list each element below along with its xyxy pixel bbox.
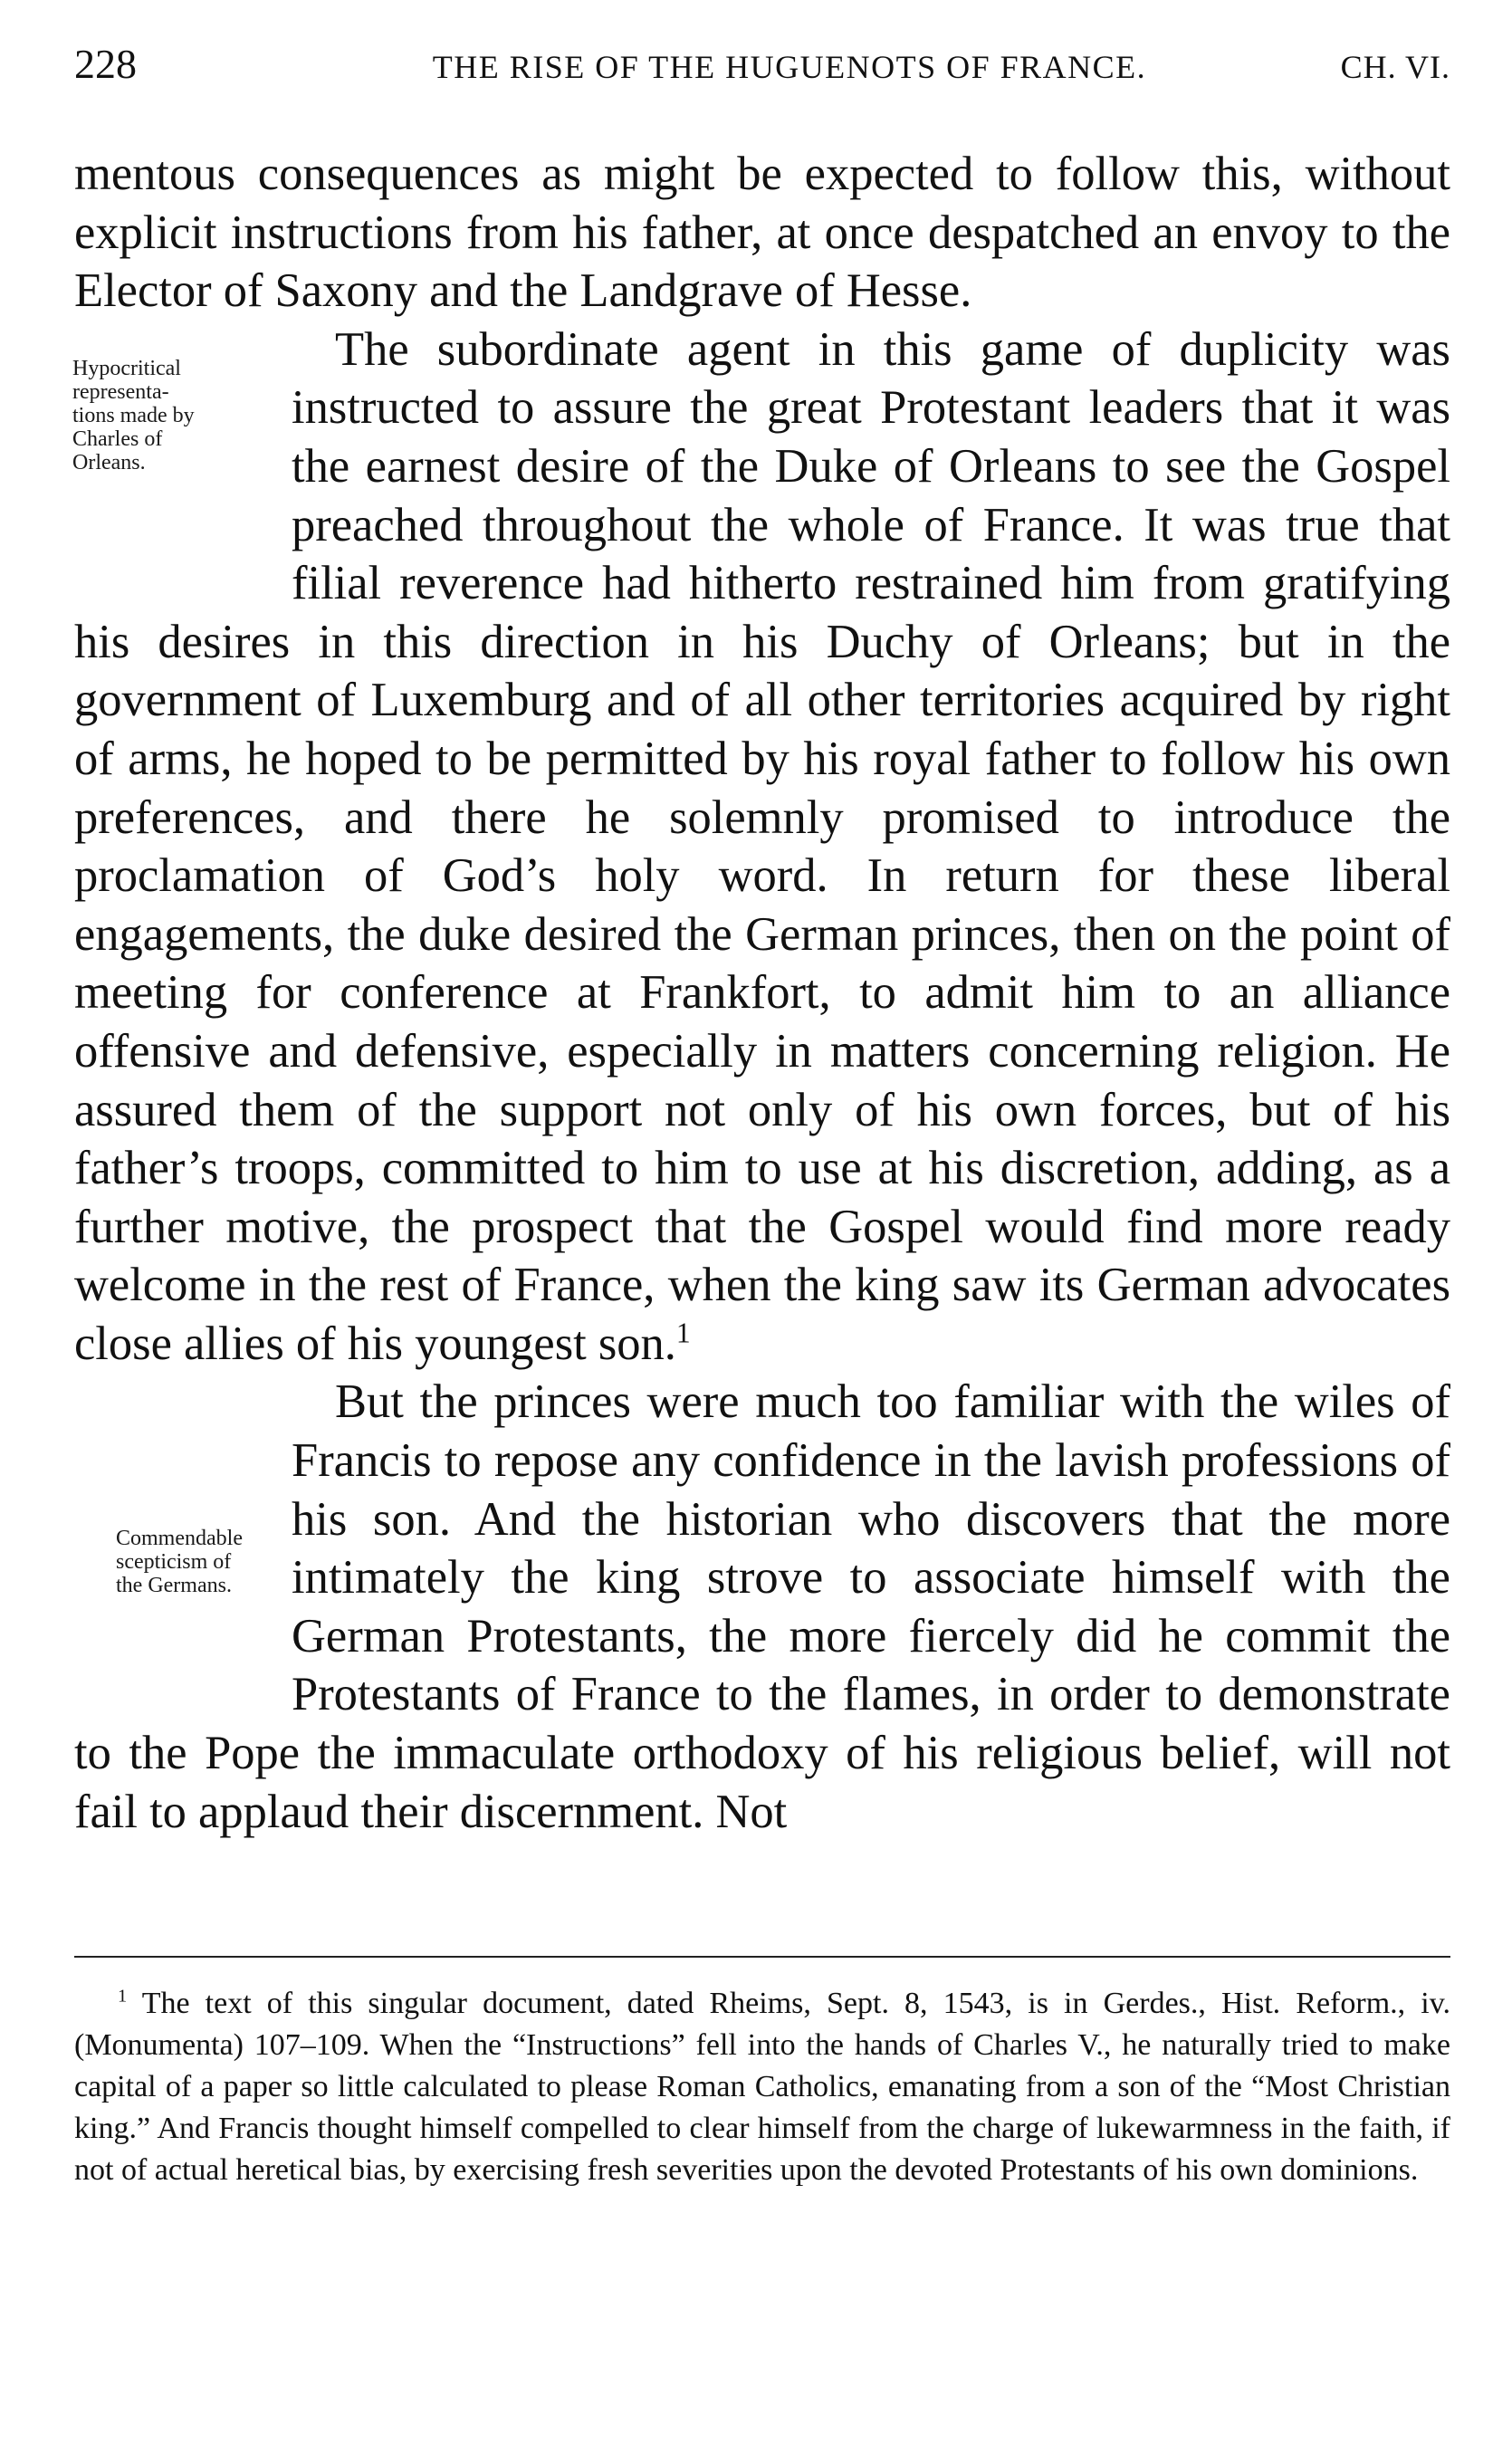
- sidenote-line: Charles of: [72, 426, 163, 451]
- footnote: [74, 1983, 1450, 2191]
- sidenote-line: Orleans.: [72, 450, 146, 474]
- paragraph-2-text: The subordinate agent in this game of duplicity was instructed to assure the great Protestant leaders that it was the earnest desire of the Duke of Orleans to see the Gospel preached throughout the whole of France. It was true that filial reverence had hitherto restrained him from gratifying his desires in this direction in his Duchy of Orleans; but in the government of Luxemburg and of all other territories acquired by right of arms, he hoped to be permitted by his royal father to follow his own preferences, and there he solemnly promised to introduce the proclamation of God’s holy word. In return for these liberal engagements, the duke desired the German princes, then on the point of meeting for conference at Frankfort, to admit him to an alliance offensive and defensive, especially in matters concerning religion. He assured them of the support not only of his own forces, but of his father’s troops, committed to him to use at his discretion, adding, as a further motive, the prospect that the Gospel would find more ready welcome in the rest of France, when the king saw its German advocates close allies of his youngest son.: [74, 322, 1450, 1370]
- footnotes: [74, 1983, 1450, 2191]
- page-number: 228: [74, 41, 137, 87]
- footnote-reference: 1: [675, 1317, 691, 1349]
- sidenote-line: representa-: [72, 379, 169, 404]
- footnote-marker: 1: [118, 1986, 128, 2007]
- sidenote-hypocritical-representations: [72, 321, 282, 590]
- sidenote-line: the Germans.: [116, 1574, 232, 1598]
- sidenote-line: Commendable: [116, 1527, 243, 1551]
- body-text: [74, 145, 1450, 1841]
- chapter-mark: CH. VI.: [1340, 49, 1450, 85]
- paragraph-3-text: But the princes were much too familiar with the wiles of Francis to repose any confidence in the lavish professions of his son. And the historian who discovers that the more intimately the king strove to associate himself with the German Protestants, the more fiercely did he commit the Protestants of France to the flames, in order to demonstrate to the Pope the immaculate orthodoxy of his religious belief, will not fail to applaud their discernment. Not: [74, 1375, 1450, 1838]
- paragraph-3: [74, 1373, 1450, 1841]
- footnote-text: The text of this singular document, dated Rheims, Sept. 8, 1543, is in Gerdes., Hist. Reform., iv. (Monumenta) 107–109. When the “Instructions” fell into the hands of Charles V., he naturally tried to make capital of a paper so little calculated to please Roman Catholics, emanating from a son of the “Most Christian king.” And Francis thought himself compelled to clear himself from the charge of lukewarmness in the faith, if not of actual heretical bias, by exercising fresh severities upon the devoted Protestants of his own dominions.: [74, 1987, 1450, 2187]
- running-head: [74, 40, 1450, 103]
- footnote-rule: [74, 1956, 1450, 1958]
- sidenote-commendable-scepticism: [72, 1490, 282, 1702]
- running-title: THE RISE OF THE HUGUENOTS OF FRANCE.: [432, 49, 1147, 85]
- sidenote-line: scepticism of: [116, 1550, 232, 1575]
- paragraph-1: mentous consequences as might be expected to follow this, without explicit instructions from his father, at once despatched an envoy to the Elector of Saxony and the Landgrave of Hesse.: [74, 148, 1450, 318]
- sidenote-line: Hypocritical: [72, 356, 181, 380]
- sidenote-line: tions made by: [72, 403, 195, 427]
